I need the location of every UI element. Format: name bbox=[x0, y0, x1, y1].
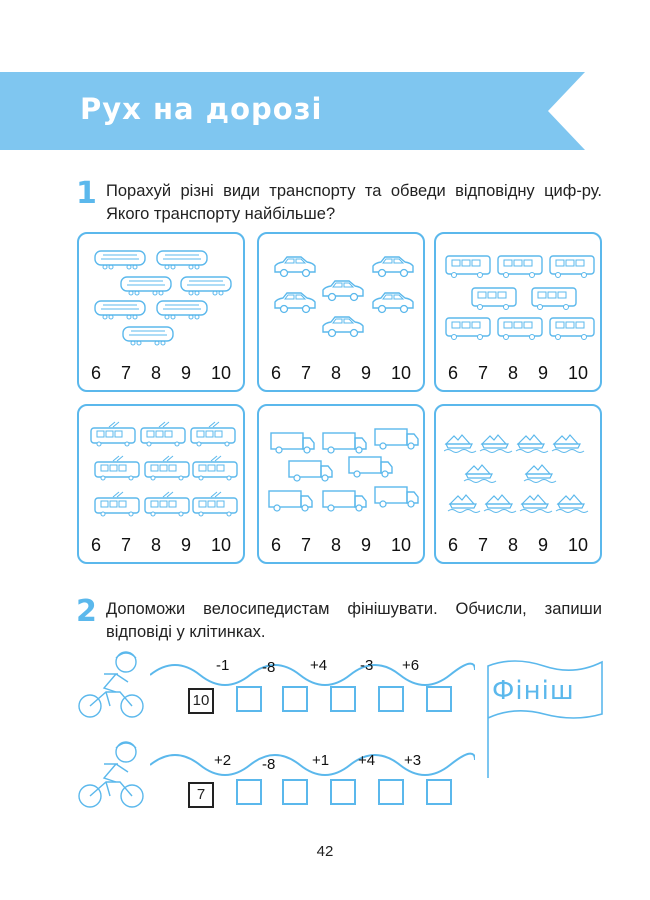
answer-digits[interactable]: 6 7 8 9 10 bbox=[271, 363, 411, 383]
operation-label: +3 bbox=[404, 752, 422, 769]
truck-icon bbox=[267, 412, 419, 532]
finish-flag-icon bbox=[484, 656, 606, 780]
answer-box[interactable] bbox=[330, 779, 356, 805]
answer-box[interactable] bbox=[426, 686, 452, 712]
operation-label: +4 bbox=[358, 752, 376, 769]
task-2-text: Допоможи велосипедистам фінішувати. Обчисли, запиши відповіді у клітинках. bbox=[106, 600, 602, 641]
answer-box[interactable] bbox=[378, 686, 404, 712]
cars-card bbox=[257, 232, 425, 392]
trucks-card bbox=[257, 404, 425, 564]
trams-card bbox=[77, 404, 245, 564]
operation-label: +1 bbox=[312, 752, 330, 769]
start-value-box: 7 bbox=[188, 782, 214, 808]
page-title: Рух на дорозі bbox=[80, 92, 323, 126]
buses-card bbox=[434, 232, 602, 392]
bus-icon bbox=[444, 240, 596, 360]
answer-digits[interactable]: 6 7 8 9 10 bbox=[271, 535, 411, 555]
task-1-text: Порахуй різні види транспорту та обведи відповідну циф-ру. Якого транспорту найбільше? bbox=[106, 182, 602, 223]
operation-label: -1 bbox=[216, 657, 230, 674]
answer-digits[interactable]: 6 7 8 9 10 bbox=[448, 363, 588, 383]
answer-box[interactable] bbox=[236, 779, 262, 805]
answer-box[interactable] bbox=[330, 686, 356, 712]
answer-box[interactable] bbox=[426, 779, 452, 805]
tram-icon bbox=[87, 412, 239, 532]
cyclist-icon bbox=[76, 738, 148, 810]
task-1-number: 1 bbox=[76, 176, 97, 211]
task-2-number: 2 bbox=[76, 594, 97, 629]
answer-box[interactable] bbox=[282, 686, 308, 712]
operation-label: -8 bbox=[262, 756, 276, 773]
answer-digits[interactable]: 6 7 8 9 10 bbox=[91, 363, 231, 383]
page-number: 42 bbox=[316, 843, 334, 860]
car-icon bbox=[267, 240, 419, 360]
cyclist-icon bbox=[76, 648, 148, 720]
answer-box[interactable] bbox=[236, 686, 262, 712]
ship-icon bbox=[444, 412, 596, 532]
answer-digits[interactable]: 6 7 8 9 10 bbox=[448, 535, 588, 555]
operation-label: -8 bbox=[262, 659, 276, 676]
ships-card bbox=[434, 404, 602, 564]
operation-label: -3 bbox=[360, 657, 374, 674]
answer-box[interactable] bbox=[378, 779, 404, 805]
operation-label: +6 bbox=[402, 657, 420, 674]
operation-label: +2 bbox=[214, 752, 232, 769]
answer-digits[interactable]: 6 7 8 9 10 bbox=[91, 535, 231, 555]
start-value-box: 10 bbox=[188, 688, 214, 714]
finish-label: Фініш bbox=[492, 676, 575, 706]
answer-box[interactable] bbox=[282, 779, 308, 805]
train-icon bbox=[87, 240, 239, 360]
operation-label: +4 bbox=[310, 657, 328, 674]
trains-card bbox=[77, 232, 245, 392]
